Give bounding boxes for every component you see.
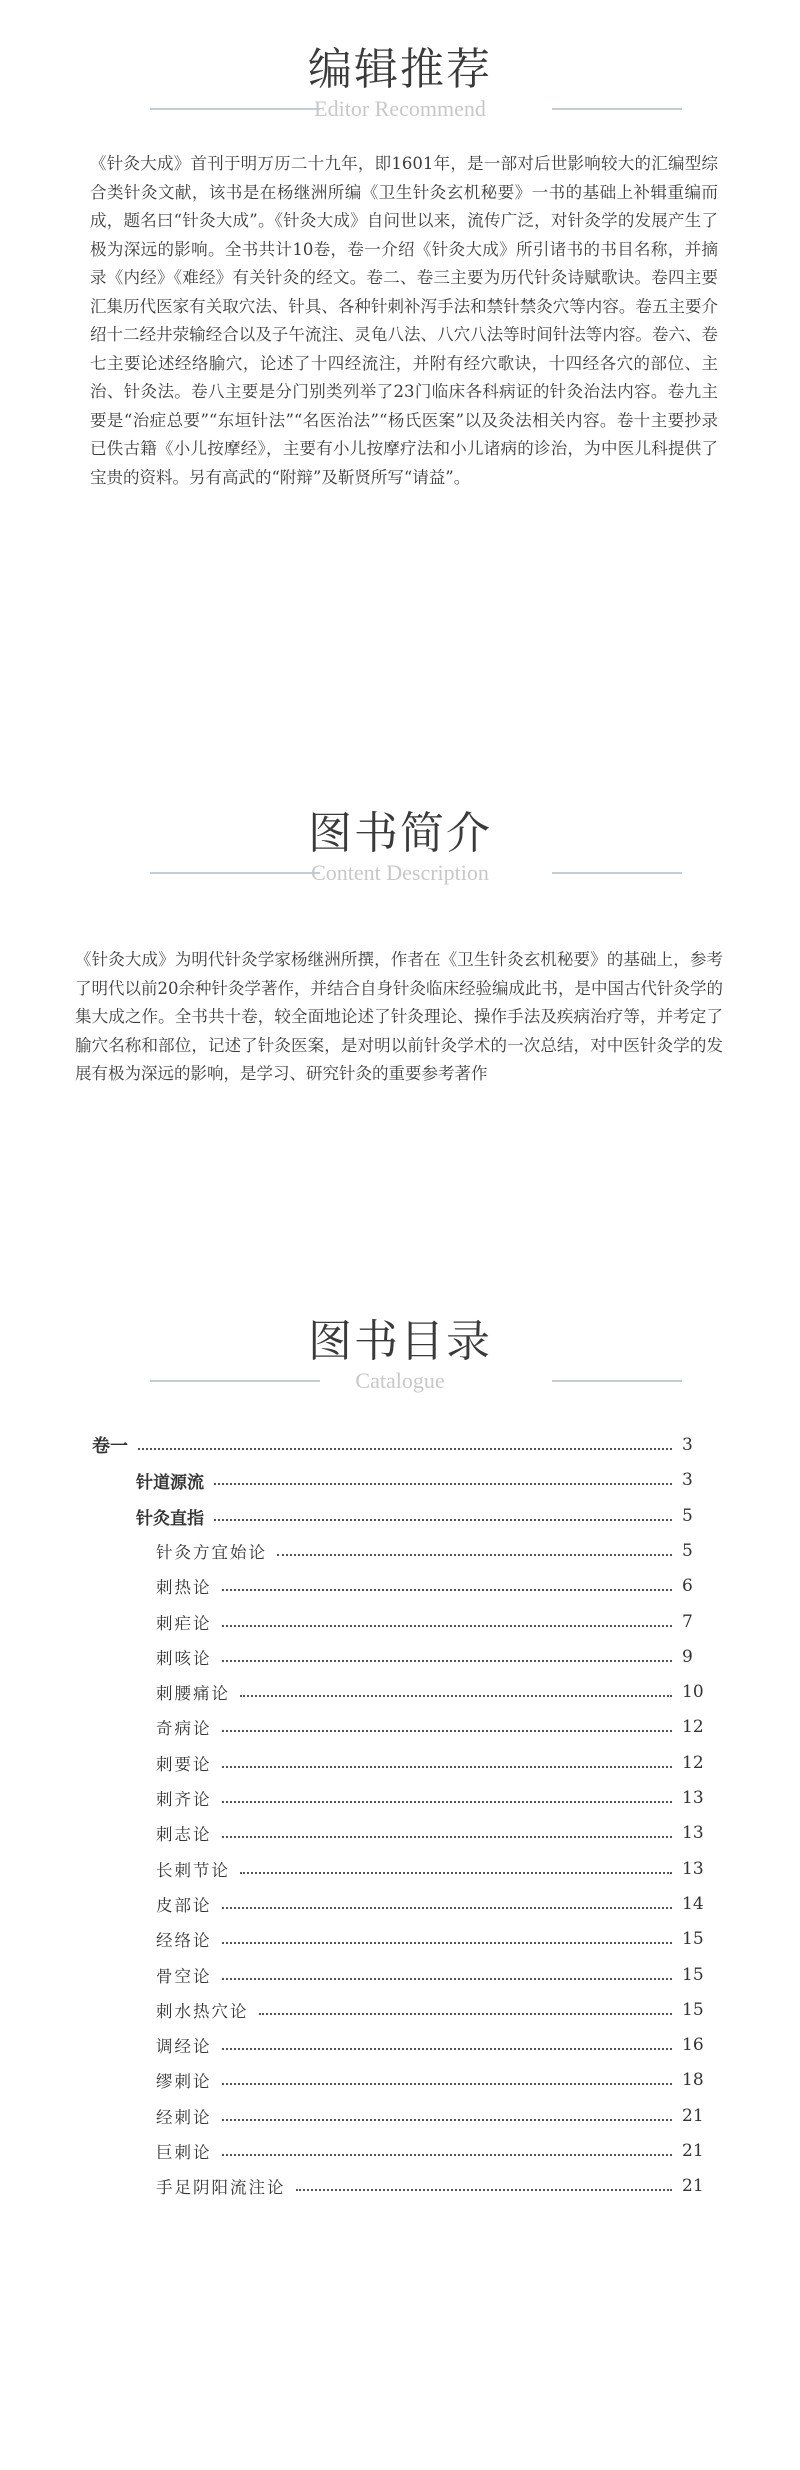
toc-entry[interactable]	[156, 1924, 704, 1954]
toc-entry[interactable]	[156, 1571, 704, 1601]
toc-entry[interactable]	[156, 2171, 704, 2201]
toc-entry-page: 21	[682, 2176, 704, 2196]
toc-entry-page: 3	[682, 1470, 693, 1490]
toc-leader-dots	[222, 1906, 673, 1909]
toc-leader-dots	[222, 2047, 673, 2050]
toc-entry[interactable]	[136, 1465, 704, 1495]
editor-paragraph: 《针灸大成》首刊于明万历二十九年，即1601年，是一部对后世影响较大的汇编型综合类针灸文献，该书是在杨继洲所编《卫生针灸玄机秘要》一书的基础上补辑重编而成，题名曰“针灸大成”。《针灸大成》自问世以来，流传广泛，对针灸学的发展产生了极为深远的影响。全书共计10卷，卷一介绍《针灸大成》所引诸书的书目名称，并摘录《内经》《难经》有关针灸的经文。卷二、卷三主要为历代针灸诗赋歌诀。卷四主要汇集历代医家有关取穴法、针具、各种针刺补泻手法和禁针禁灸穴等内容。卷五主要介绍十二经井荥输经合以及子午流注、灵龟八法、八穴八法等时间针法等内容。卷六、卷七主要论述经络腧穴，论述了十四经流注，并附有经穴歌诀，十四经各穴的部位、主治、针灸法。卷八主要是分门别类列举了23门临床各科病证的针灸治法内容。卷九主要是“治症总要”“东垣针法”“名医治法”“杨氏医案”以及灸法相关内容。卷十主要抄录已佚古籍《小儿按摩经》，主要有小儿按摩疗法和小儿诸病的诊治，为中医儿科提供了宝贵的资料。另有高武的“附辩”及靳贤所写“请益”。	[90, 154, 718, 487]
toc-leader-dots	[222, 1835, 673, 1838]
toc-leader-dots	[222, 1977, 673, 1980]
toc-leader-dots	[222, 1624, 673, 1627]
toc-leader-dots	[222, 1765, 673, 1768]
content-title: 图书简介	[308, 808, 492, 859]
toc-entry-label: 长刺节论	[156, 1861, 230, 1880]
toc-entry-page: 15	[682, 1965, 704, 1985]
toc-entry[interactable]	[156, 1536, 704, 1566]
editor-title: 编辑推荐	[308, 44, 492, 95]
editor-subtitle: Editor Recommend	[314, 96, 486, 121]
toc-entry-label: 奇病论	[156, 1719, 212, 1738]
toc-entry-page: 13	[682, 1788, 704, 1808]
toc-entry-page: 18	[682, 2070, 704, 2090]
toc-entry-label: 针道源流	[136, 1472, 204, 1493]
toc-entry-page: 5	[682, 1506, 693, 1526]
toc-entry[interactable]	[156, 1854, 704, 1884]
toc-entry-page: 21	[682, 2106, 704, 2126]
toc-leader-dots	[222, 1729, 673, 1732]
toc-entry-label: 经络论	[156, 1931, 212, 1950]
toc-entry[interactable]	[156, 1783, 704, 1813]
toc-entry-label: 刺要论	[156, 1755, 212, 1774]
toc-entry-label: 巨刺论	[156, 2143, 212, 2162]
toc-entry-label: 手足阴阳流注论	[156, 2178, 286, 2197]
toc-leader-dots	[240, 1694, 672, 1697]
content-subtitle: Content Description	[311, 860, 489, 885]
toc-entry-label: 刺齐论	[156, 1790, 212, 1809]
toc-entry-label: 骨空论	[156, 1967, 212, 1986]
toc-entry-label: 刺水热穴论	[156, 2002, 249, 2021]
toc-entry-page: 21	[682, 2141, 704, 2161]
toc-entry[interactable]	[156, 1960, 704, 1990]
catalogue-subtitle: Catalogue	[355, 1368, 445, 1393]
toc-entry[interactable]	[92, 1430, 704, 1460]
toc-entry-label: 针灸直指	[136, 1508, 204, 1529]
content-subtitle-row	[0, 862, 800, 892]
toc-leader-dots	[222, 2082, 673, 2085]
toc-entry[interactable]	[156, 1642, 704, 1672]
toc-entry-label: 刺腰痛论	[156, 1684, 230, 1703]
toc-leader-dots	[222, 1588, 673, 1591]
toc-entry-label: 调经论	[156, 2037, 212, 2056]
toc-entry-label: 刺志论	[156, 1825, 212, 1844]
editor-section-header	[0, 44, 800, 128]
toc-entry-page: 12	[682, 1717, 704, 1737]
toc-leader-dots	[222, 1800, 673, 1803]
toc-entry-label: 卷一	[92, 1436, 128, 1457]
toc-entry-page: 15	[682, 2000, 704, 2020]
toc-entry[interactable]	[136, 1501, 704, 1531]
toc-entry-page: 14	[682, 1894, 704, 1914]
content-section-header	[0, 808, 800, 892]
toc-leader-dots	[222, 1941, 673, 1944]
toc-entry-page: 7	[682, 1612, 693, 1632]
catalogue-subtitle-row	[0, 1370, 800, 1400]
toc-leader-dots	[259, 2012, 673, 2015]
toc-entry[interactable]	[156, 1818, 704, 1848]
toc-entry-page: 15	[682, 1929, 704, 1949]
divider-right	[552, 1380, 682, 1382]
toc-entry-page: 16	[682, 2035, 704, 2055]
toc-entry-page: 12	[682, 1753, 704, 1773]
toc-entry-page: 13	[682, 1823, 704, 1843]
toc-leader-dots	[222, 2118, 673, 2121]
toc-leader-dots	[214, 1482, 672, 1485]
toc-entry[interactable]	[156, 1677, 704, 1707]
toc-entry[interactable]	[156, 2136, 704, 2166]
toc-entry-label: 经刺论	[156, 2108, 212, 2127]
toc-entry-page: 9	[682, 1647, 693, 1667]
catalogue-section-header	[0, 1316, 800, 1400]
toc-entry-page: 10	[682, 1682, 704, 1702]
toc-leader-dots	[222, 1659, 673, 1662]
toc-entry-label: 刺咳论	[156, 1649, 212, 1668]
content-paragraph: 《针灸大成》为明代针灸学家杨继洲所撰，作者在《卫生针灸玄机秘要》的基础上，参考了明代以前20余种针灸学著作，并结合自身针灸临床经验编成此书，是中国古代针灸学的集大成之作。全书共十卷，较全面地论述了针灸理论、操作手法及疾病治疗等，并考定了腧穴名称和部位，记述了针灸医案，是对明以前针灸学术的一次总结，对中医针灸学的发展有极为深远的影响，是学习、研究针灸的重要参考著作	[75, 950, 723, 1083]
toc-entry-page: 3	[682, 1435, 693, 1455]
toc-leader-dots	[214, 1518, 672, 1521]
toc-entry-page: 6	[682, 1576, 693, 1596]
toc-entry[interactable]	[156, 2065, 704, 2095]
toc-entry-label: 缪刺论	[156, 2072, 212, 2091]
toc-entry-label: 皮部论	[156, 1896, 212, 1915]
toc-entry[interactable]	[156, 1995, 704, 2025]
toc-entry-label: 刺热论	[156, 1578, 212, 1597]
toc-entry[interactable]	[156, 1712, 704, 1742]
toc-entry[interactable]	[156, 1748, 704, 1778]
toc-leader-dots	[296, 2188, 673, 2191]
editor-subtitle-row	[0, 98, 800, 128]
toc-entry[interactable]	[156, 2101, 704, 2131]
toc-entry-label: 针灸方宜始论	[156, 1543, 267, 1562]
catalogue-title: 图书目录	[308, 1316, 492, 1367]
toc-leader-dots	[277, 1553, 672, 1556]
toc-entry-page: 13	[682, 1859, 704, 1879]
toc-leader-dots	[222, 2153, 673, 2156]
toc-entry-page: 5	[682, 1541, 693, 1561]
toc-entry[interactable]	[156, 2030, 704, 2060]
toc-entry[interactable]	[156, 1889, 704, 1919]
toc-entry[interactable]	[156, 1607, 704, 1637]
divider-right	[552, 108, 682, 110]
toc-leader-dots	[138, 1447, 672, 1450]
divider-right	[552, 872, 682, 874]
toc-leader-dots	[240, 1871, 672, 1874]
toc-entry-label: 刺疟论	[156, 1614, 212, 1633]
